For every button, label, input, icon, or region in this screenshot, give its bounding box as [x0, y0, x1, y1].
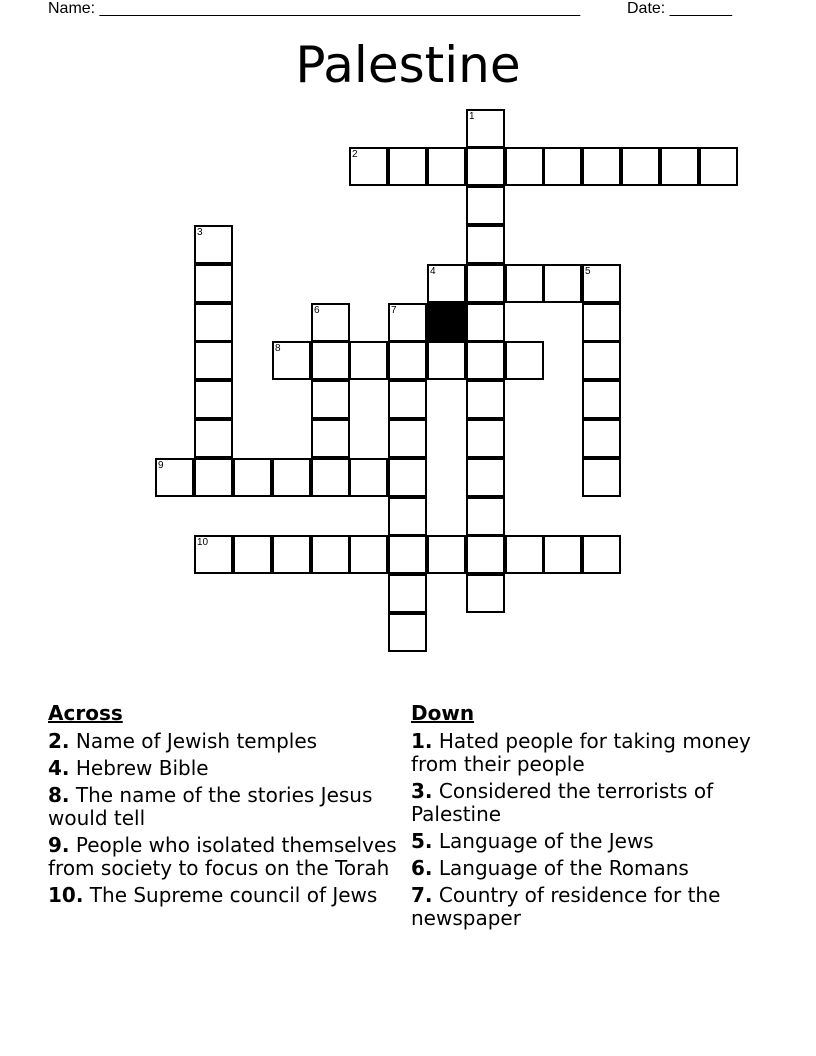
- down-heading: Down: [411, 701, 475, 725]
- crossword-cell[interactable]: [466, 109, 505, 148]
- clue-across-4: 4. Hebrew Bible: [48, 756, 209, 780]
- clue-across-8: 8. The name of the stories Jesus would tell: [48, 783, 373, 830]
- crossword-cell[interactable]: [388, 574, 427, 613]
- clue-down-6: 6. Language of the Romans: [411, 856, 689, 880]
- crossword-cell[interactable]: [466, 574, 505, 613]
- clue-down-3: 3. Considered the terrorists of Palestine: [411, 779, 714, 826]
- crossword-cell[interactable]: [155, 458, 194, 497]
- crossword-cell[interactable]: [582, 147, 621, 186]
- crossword-cell[interactable]: [505, 147, 544, 186]
- crossword-cell[interactable]: [582, 380, 621, 419]
- crossword-cell[interactable]: [194, 380, 233, 419]
- crossword-cell[interactable]: [466, 419, 505, 458]
- crossword-cell[interactable]: [194, 458, 233, 497]
- crossword-cell[interactable]: [582, 303, 621, 342]
- crossword-cell[interactable]: [466, 186, 505, 225]
- crossword-cell[interactable]: [505, 535, 544, 574]
- crossword-cell[interactable]: [543, 535, 582, 574]
- clue-number: 1: [469, 111, 475, 122]
- clue-number: 4: [430, 266, 436, 277]
- crossword-cell[interactable]: [427, 147, 466, 186]
- crossword-cell[interactable]: [466, 535, 505, 574]
- crossword-cell[interactable]: [311, 303, 350, 342]
- crossword-cell[interactable]: [311, 535, 350, 574]
- clue-down-7: 7. Country of residence for the newspaper: [411, 883, 721, 930]
- clue-number: 5: [585, 266, 591, 277]
- crossword-cell[interactable]: [388, 458, 427, 497]
- crossword-cell[interactable]: [621, 147, 660, 186]
- across-clues: [48, 702, 400, 911]
- crossword-cell[interactable]: [582, 341, 621, 380]
- clue-across-2: 2. Name of Jewish temples: [48, 729, 318, 753]
- crossword-cell[interactable]: [233, 535, 272, 574]
- crossword-cell[interactable]: [388, 419, 427, 458]
- crossword-cell[interactable]: [194, 225, 233, 264]
- crossword-cell[interactable]: [543, 264, 582, 303]
- crossword-cell[interactable]: [311, 380, 350, 419]
- crossword-cell[interactable]: [194, 264, 233, 303]
- clue-number: 9: [158, 460, 164, 471]
- crossword-cell[interactable]: [582, 535, 621, 574]
- crossword-cell[interactable]: [349, 535, 388, 574]
- page-title: Palestine: [295, 36, 521, 94]
- crossword-cell[interactable]: [505, 341, 544, 380]
- date-field-label: Date: _______: [627, 0, 732, 17]
- crossword-cell[interactable]: [349, 147, 388, 186]
- crossword-cell[interactable]: [349, 341, 388, 380]
- crossword-cell[interactable]: [272, 458, 311, 497]
- crossword-cell[interactable]: [505, 264, 544, 303]
- crossword-cell[interactable]: [388, 147, 427, 186]
- crossword-cell[interactable]: [388, 341, 427, 380]
- crossword-cell[interactable]: [194, 419, 233, 458]
- crossword-cell[interactable]: [582, 264, 621, 303]
- clue-number: 7: [391, 305, 397, 316]
- crossword-cell[interactable]: [233, 458, 272, 497]
- crossword-cell[interactable]: [466, 303, 505, 342]
- crossword-cell[interactable]: [311, 458, 350, 497]
- crossword-cell[interactable]: [388, 535, 427, 574]
- crossword-cell[interactable]: [466, 225, 505, 264]
- crossword-cell[interactable]: [543, 147, 582, 186]
- crossword-cell[interactable]: [427, 535, 466, 574]
- clue-across-9: 9. People who isolated themselves from society to focus on the Torah: [48, 833, 397, 880]
- clue-number: 8: [275, 343, 281, 354]
- crossword-cell[interactable]: [466, 341, 505, 380]
- crossword-cell[interactable]: [427, 264, 466, 303]
- crossword-cell[interactable]: [311, 419, 350, 458]
- across-heading: Across: [48, 701, 123, 725]
- crossword-cell[interactable]: [427, 341, 466, 380]
- name-field-label: Name: ______________________________________________________: [48, 0, 581, 17]
- down-clues: [411, 702, 761, 934]
- crossword-cell[interactable]: [466, 147, 505, 186]
- crossword-cell[interactable]: [582, 419, 621, 458]
- crossword-cell[interactable]: [272, 535, 311, 574]
- crossword-cell[interactable]: [272, 341, 311, 380]
- crossword-block: [427, 303, 466, 342]
- crossword-cell[interactable]: [194, 341, 233, 380]
- clue-across-10: 10. The Supreme council of Jews: [48, 883, 378, 907]
- crossword-cell[interactable]: [311, 341, 350, 380]
- crossword-cell[interactable]: [466, 458, 505, 497]
- crossword-cell[interactable]: [388, 303, 427, 342]
- crossword-cell[interactable]: [582, 458, 621, 497]
- clue-down-1: 1. Hated people for taking money from their people: [411, 729, 751, 776]
- crossword-cell[interactable]: [660, 147, 699, 186]
- clue-number: 10: [197, 537, 209, 548]
- crossword-cell[interactable]: [388, 497, 427, 536]
- crossword-cell[interactable]: [388, 613, 427, 652]
- crossword-cell[interactable]: [349, 458, 388, 497]
- crossword-cell[interactable]: [194, 303, 233, 342]
- crossword-cell[interactable]: [388, 380, 427, 419]
- clue-number: 6: [314, 305, 320, 316]
- crossword-cell[interactable]: [699, 147, 738, 186]
- clue-number: 2: [352, 149, 358, 160]
- crossword-cell[interactable]: [466, 264, 505, 303]
- clue-number: 3: [197, 227, 203, 238]
- crossword-cell[interactable]: [466, 497, 505, 536]
- clue-down-5: 5. Language of the Jews: [411, 829, 654, 853]
- crossword-cell[interactable]: [194, 535, 233, 574]
- crossword-cell[interactable]: [466, 380, 505, 419]
